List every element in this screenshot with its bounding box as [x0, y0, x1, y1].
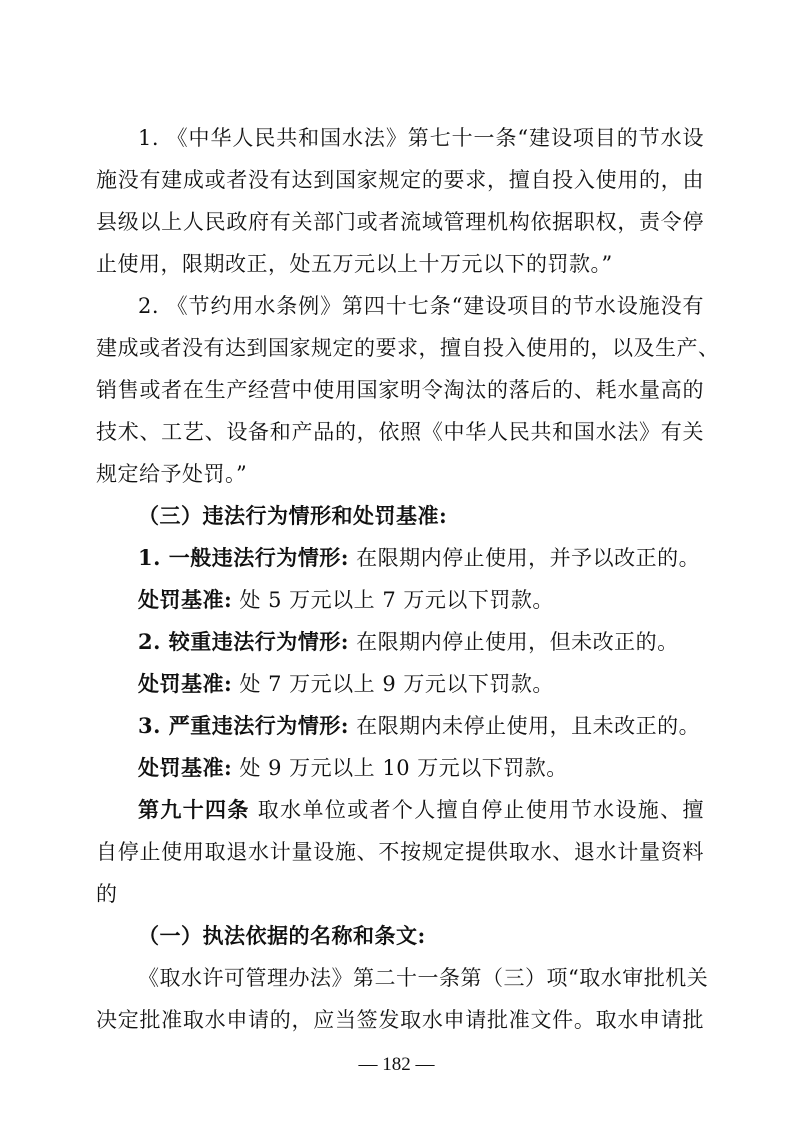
violation-severe	[138, 712, 704, 740]
para2-line1: 2. 《节约用水条例》第四十七条“建设项目的节水设施没有	[138, 294, 704, 318]
basis-serious-text: 处 7 万元以上 9 万元以下罚款。	[232, 672, 554, 696]
para1-line4: 止使用，限期改正，处五万元以上十万元以下的罚款。”	[96, 252, 613, 276]
violation-severe-label: 3. 严重违法行为情形:	[138, 713, 349, 738]
article94-line3: 的	[96, 882, 118, 906]
section1-line1: 《取水许可管理办法》第二十一条第（三）项“取水审批机关	[138, 966, 709, 990]
article94-text1: 取水单位或者个人擅自停止使用节水设施、擅	[249, 798, 704, 822]
basis-general-text: 处 5 万元以上 7 万元以下罚款。	[232, 588, 554, 612]
violation-serious-label: 2. 较重违法行为情形:	[138, 629, 349, 654]
violation-general	[138, 544, 704, 572]
basis-severe	[138, 754, 704, 782]
section3-heading: （三）违法行为情形和处罚基准:	[138, 503, 448, 528]
basis-severe-text: 处 9 万元以上 10 万元以下罚款。	[232, 756, 568, 780]
para1-line3: 县级以上人民政府有关部门或者流域管理机构依据职权，责令停	[96, 210, 704, 234]
violation-severe-text: 在限期内未停止使用，且未改正的。	[349, 714, 701, 738]
basis-serious	[138, 670, 704, 698]
section1-heading: （一）执法依据的名称和条文:	[138, 923, 426, 948]
para2-line5: 规定给予处罚。”	[96, 462, 248, 486]
page-number: — 182 —	[358, 1054, 435, 1075]
violation-serious	[138, 628, 704, 656]
basis-general-label: 处罚基准:	[138, 587, 233, 612]
article94-line2: 自停止使用取退水计量设施、不按规定提供取水、退水计量资料	[96, 840, 704, 864]
article94-label: 第九十四条	[138, 798, 250, 822]
section1-line2: 决定批准取水申请的，应当签发取水申请批准文件。取水申请批	[96, 1008, 704, 1032]
violation-serious-text: 在限期内停止使用，但未改正的。	[349, 630, 679, 654]
basis-general	[138, 586, 704, 614]
para1-line1: 1. 《中华人民共和国水法》第七十一条“建设项目的节水设	[138, 126, 704, 150]
basis-severe-label: 处罚基准:	[138, 755, 233, 780]
para1-line2: 施没有建成或者没有达到国家规定的要求，擅自投入使用的，由	[96, 168, 704, 192]
violation-general-label: 1. 一般违法行为情形:	[138, 545, 349, 570]
basis-serious-label: 处罚基准:	[138, 671, 233, 696]
para2-line3: 销售或者在生产经营中使用国家明令淘汰的落后的、耗水量高的	[96, 378, 704, 402]
para2-line4: 技术、工艺、设备和产品的，依照《中华人民共和国水法》有关	[96, 420, 704, 444]
violation-general-text: 在限期内停止使用，并予以改正的。	[349, 546, 701, 570]
para2-line2: 建成或者没有达到国家规定的要求，擅自投入使用的，以及生产、	[96, 336, 720, 360]
article94-line1	[138, 796, 704, 824]
